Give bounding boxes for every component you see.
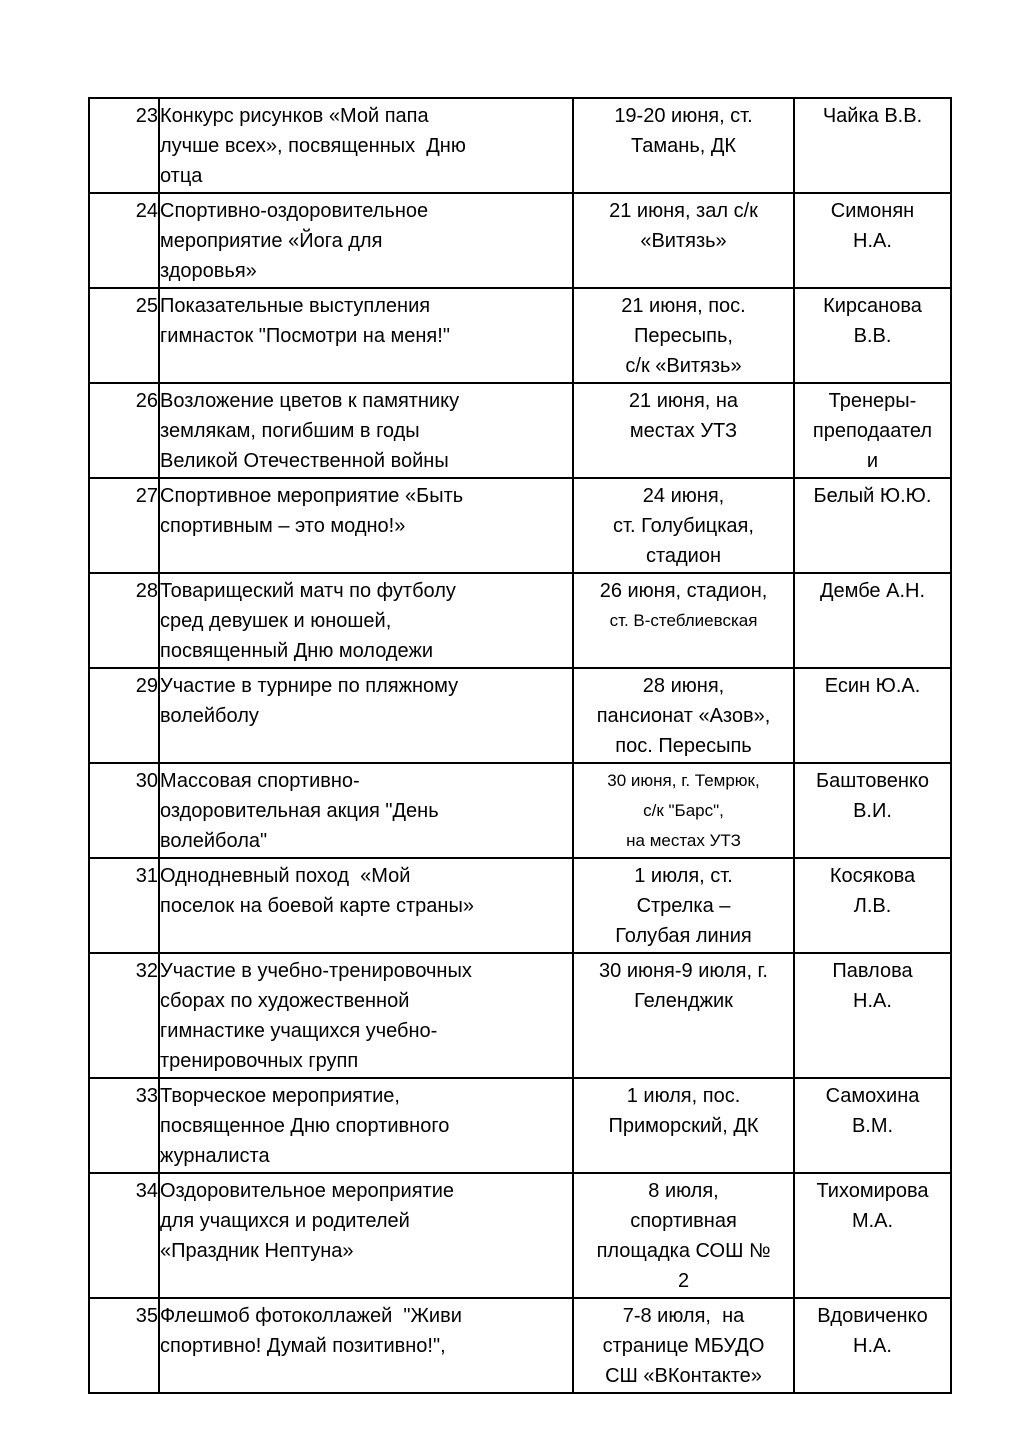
text-line: 8 июля, [648,1180,719,1202]
row-number-cell: 25 [89,288,159,383]
text-line: Самохина [825,1085,920,1107]
responsible-person-cell [794,573,951,668]
row-number-cell: 24 [89,193,159,288]
responsible-person-cell [794,383,951,478]
text-line: 26 июня, стадион, [599,580,768,602]
event-description-cell [159,763,573,858]
text-line: волейбола" [160,830,268,852]
row-number-cell: 32 [89,953,159,1078]
text-line: Массовая спортивно- [160,770,360,792]
table-row [89,1078,951,1173]
text-line: площадка СОШ № [596,1240,771,1262]
text-line: гимнасток "Посмотри на меня!" [160,325,450,347]
responsible-person-cell [794,193,951,288]
text-line: ст. В-стеблиевская [609,611,758,630]
event-description-cell [159,383,573,478]
responsible-person-cell [794,763,951,858]
text-line: на местах УТЗ [626,831,741,850]
text-line: Кирсанова [823,295,922,317]
text-line: с/к «Витязь» [625,355,742,377]
text-line: Участие в турнире по пляжному [160,675,459,697]
text-line: 21 июня, пос. [621,295,746,317]
table-row [89,763,951,858]
row-number-cell: 27 [89,478,159,573]
responsible-person-cell [794,858,951,953]
text-line: Стрелка – [636,895,731,917]
table-row [89,953,951,1078]
text-line: Великой Отечественной войны [160,450,449,472]
date-place-cell [573,288,794,383]
text-line: Л.В. [853,895,892,917]
text-line: гимнастике учащихся учебно- [160,1020,438,1042]
text-line: Геленджик [634,990,733,1012]
text-line: Есин Ю.А. [824,675,921,697]
text-line: 30 июня-9 июля, г. [599,960,768,982]
events-schedule-table [88,97,952,1394]
text-line: Показательные выступления [160,295,431,317]
text-line: пос. Пересыпь [615,735,752,757]
date-place-cell [573,1173,794,1298]
text-line: 24 июня, [642,485,725,507]
text-line: Тихомирова [816,1180,929,1202]
text-line: Спортивно-оздоровительное [160,200,429,222]
text-line: 19-20 июня, ст. [614,105,753,127]
text-line: и [866,450,879,472]
text-line: преподаател [812,420,933,442]
text-line: лучше всех», посвященных Дню [160,135,466,157]
table-row [89,573,951,668]
text-line: посвященный Дню молодежи [160,640,434,662]
table-row [89,478,951,573]
text-line: Тренеры- [828,390,917,412]
text-line: тренировочных групп [160,1050,359,1072]
table-row [89,98,951,193]
row-number-cell: 30 [89,763,159,858]
text-line: Однодневный поход «Мой [160,865,411,887]
responsible-person-cell [794,1298,951,1393]
text-line: В.В. [853,325,892,347]
date-place-cell [573,193,794,288]
text-line: 28 июня, [642,675,725,697]
text-line: Голубая линия [615,925,752,947]
date-place-cell [573,98,794,193]
date-place-cell [573,573,794,668]
text-line: Дембе А.Н. [820,580,925,602]
text-line: Спортивное мероприятие «Быть [160,485,464,507]
table-row [89,668,951,763]
text-line: СШ «ВКонтакте» [605,1365,762,1387]
date-place-cell [573,953,794,1078]
table-row [89,1298,951,1393]
text-line: Участие в учебно-тренировочных [160,960,472,982]
text-line: 30 июня, г. Темрюк, [607,771,760,790]
responsible-person-cell [794,288,951,383]
text-line: оздоровительная акция "День [160,800,439,822]
text-line: В.М. [851,1115,894,1137]
text-line: волейболу [160,705,259,727]
responsible-person-cell [794,478,951,573]
text-line: Оздоровительное мероприятие [160,1180,454,1202]
text-line: Пересыпь, [634,325,733,347]
text-line: пансионат «Азов», [596,705,771,727]
text-line: журналиста [160,1145,270,1167]
text-line: Павлова [832,960,913,982]
date-place-cell [573,668,794,763]
text-line: Вдовиченко [817,1305,928,1327]
event-description-cell [159,858,573,953]
text-line: спортивная [630,1210,737,1232]
date-place-cell [573,478,794,573]
text-line: Конкурс рисунков «Мой папа [160,105,429,127]
text-line: сред девушек и юношей, [160,610,392,632]
date-place-cell [573,383,794,478]
responsible-person-cell [794,98,951,193]
event-description-cell [159,98,573,193]
text-line: странице МБУДО [602,1335,765,1357]
text-line: с/к "Барс", [643,801,724,820]
text-line: Н.А. [853,990,892,1012]
text-line: посвященное Дню спортивного [160,1115,450,1137]
date-place-cell [573,1298,794,1393]
table-row [89,193,951,288]
event-description-cell [159,1078,573,1173]
text-line: Н.А. [853,1335,892,1357]
responsible-person-cell [794,953,951,1078]
row-number-cell: 23 [89,98,159,193]
event-description-cell [159,1298,573,1393]
text-line: М.А. [851,1210,894,1232]
text-line: для учащихся и родителей [160,1210,410,1232]
text-line: Н.А. [853,230,892,252]
table-row [89,383,951,478]
table-row [89,1173,951,1298]
table-row [89,858,951,953]
text-line: 2 [677,1270,690,1292]
text-line: поселок на боевой карте страны» [160,895,474,917]
text-line: стадион [645,545,722,567]
row-number-cell: 31 [89,858,159,953]
text-line: Товарищеский матч по футболу [160,580,456,602]
text-line: Чайка В.В. [822,105,923,127]
text-line: ст. Голубицкая, [613,515,754,537]
table-row [89,288,951,383]
row-number-cell: 26 [89,383,159,478]
text-line: 7-8 июля, на [622,1305,745,1327]
text-line: спортивно! Думай позитивно!", [160,1335,446,1357]
text-line: отца [160,165,203,187]
event-description-cell [159,478,573,573]
event-description-cell [159,668,573,763]
row-number-cell: 28 [89,573,159,668]
text-line: мероприятие «Йога для [160,230,383,252]
row-number-cell: 29 [89,668,159,763]
event-description-cell [159,193,573,288]
text-line: Приморский, ДК [608,1115,759,1137]
text-line: сборах по художественной [160,990,410,1012]
event-description-cell [159,288,573,383]
row-number-cell: 35 [89,1298,159,1393]
text-line: Косякова [829,865,916,887]
text-line: В.И. [853,800,892,822]
date-place-cell [573,858,794,953]
row-number-cell: 33 [89,1078,159,1173]
text-line: здоровья» [160,260,257,282]
event-description-cell [159,1173,573,1298]
text-line: землякам, погибшим в годы [160,420,420,442]
text-line: 21 июня, зал с/к [609,200,758,222]
text-line: 1 июля, ст. [634,865,733,887]
text-line: «Праздник Нептуна» [160,1240,354,1262]
row-number-cell: 34 [89,1173,159,1298]
text-line: спортивным – это модно!» [160,515,406,537]
text-line: Симонян [830,200,915,222]
text-line: 1 июля, пос. [626,1085,741,1107]
text-line: Флешмоб фотоколлажей "Живи [160,1305,462,1327]
text-line: «Витязь» [640,230,727,252]
responsible-person-cell [794,1078,951,1173]
text-line: Творческое мероприятие, [160,1085,400,1107]
date-place-cell [573,763,794,858]
text-line: Баштовенко [815,770,930,792]
responsible-person-cell [794,668,951,763]
text-line: Белый Ю.Ю. [813,485,932,507]
event-description-cell [159,953,573,1078]
event-description-cell [159,573,573,668]
text-line: 21 июня, на [628,390,739,412]
text-line: местах УТЗ [629,420,738,442]
schedule-table-body [89,98,951,1393]
text-line: Тамань, ДК [630,135,737,157]
date-place-cell [573,1078,794,1173]
text-line: Возложение цветов к памятнику [160,390,460,412]
responsible-person-cell [794,1173,951,1298]
